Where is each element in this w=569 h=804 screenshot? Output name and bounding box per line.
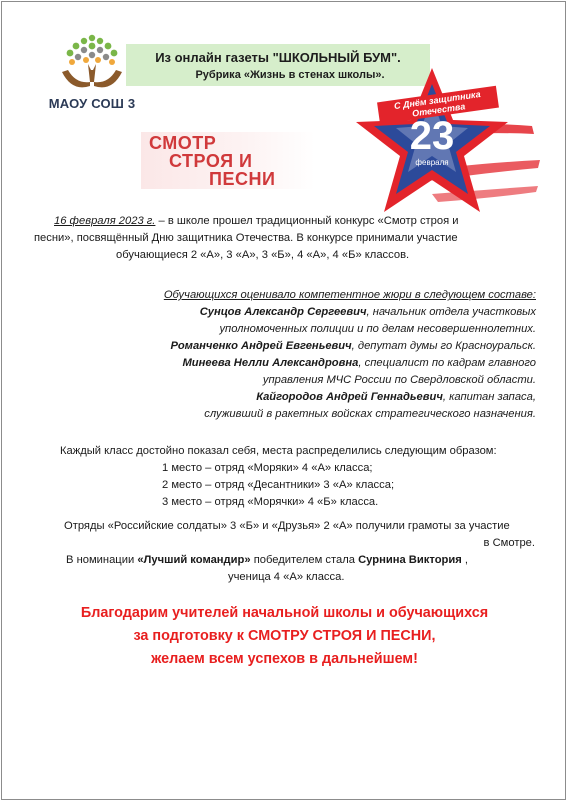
jury-member-2: Романченко Андрей Евгеньевич, депутат думы го Красноуральск.: [170, 340, 536, 352]
page: [1, 1, 566, 800]
title-line-1: СМОТР: [149, 133, 217, 153]
certificates-line-1: Отряды «Российские солдаты» 3 «Б» и «Друзья» 2 «А» получили грамоты за участие: [64, 520, 510, 532]
thanks-line-1: Благодарим учителей начальной школы и обучающихся: [80, 605, 489, 621]
winner-name: Сурнина Виктория: [358, 554, 462, 566]
place-1: 1 место – отряд «Моряки» 4 «А» класса;: [162, 462, 373, 474]
place-3: 3 место – отряд «Морячки» 4 «Б» класса.: [162, 496, 379, 508]
place-2: 2 место – отряд «Десантники» 3 «А» класса;: [162, 479, 395, 491]
emblem-number: 23: [409, 114, 455, 158]
nomination-name: «Лучший командир»: [137, 554, 251, 566]
intro-line-3: обучающиеся 2 «А», 3 «А», 3 «Б», 4 «А», 4 «Б» классов.: [116, 249, 410, 261]
thanks-line-3: желаем всем успехов в дальнейшем!: [151, 651, 418, 667]
jury-heading: Обучающихся оценивало компетентное жюри в следующем составе:: [163, 289, 536, 301]
newspaper-title: Из онлайн газеты "ШКОЛЬНЫЙ БУМ".: [155, 50, 401, 65]
certificates-line-2: в Смотре.: [483, 537, 535, 549]
jury-member-1-role: уполномоченных полиции и по делам несовершеннолетних.: [219, 323, 536, 335]
intro-line-2: песни», посвящённый Дню защитника Отечества. В конкурсе принимали участие: [34, 232, 458, 244]
jury-member-1: Сунцов Александр Сергеевич, начальник отдела участковых: [199, 306, 536, 318]
jury-member-4-role: служивший в ракетных войсках стратегического назначения.: [204, 408, 536, 420]
intro-line-1: 16 февраля 2023 г. – в школе прошел традиционный конкурс «Смотр строя и: [54, 215, 459, 227]
event-date: 16 февраля 2023 г.: [54, 215, 156, 227]
title-line-3: ПЕСНИ: [209, 169, 276, 189]
contest-title-image: [141, 132, 315, 189]
defender-day-emblem: [342, 64, 542, 222]
nomination-line-2: ученица 4 «А» класса.: [228, 571, 345, 583]
logo-text: МАОУ СОШ 3: [48, 96, 136, 111]
rubric-title: Рубрика «Жизнь в стенах школы».: [195, 69, 385, 81]
title-line-2: СТРОЯ И: [169, 151, 253, 171]
results-intro: Каждый класс достойно показал себя, места распределились следующим образом:: [60, 445, 497, 457]
emblem-month: февраля: [415, 158, 449, 167]
emblem-banner: С Днём защитника Отечества: [377, 86, 499, 124]
nomination-line: В номинации «Лучший командир» победителем стала Сурнина Виктория ,: [66, 554, 468, 566]
thanks-line-2: за подготовку к СМОТРУ СТРОЯ И ПЕСНИ,: [133, 628, 436, 644]
jury-member-4: Кайгородов Андрей Геннадьевич, капитан запаса,: [256, 391, 536, 403]
jury-member-3: Минеева Нелли Александровна, специалист по кадрам главного: [182, 357, 536, 369]
jury-member-3-role: управления МЧС России по Свердловской области.: [262, 374, 536, 386]
